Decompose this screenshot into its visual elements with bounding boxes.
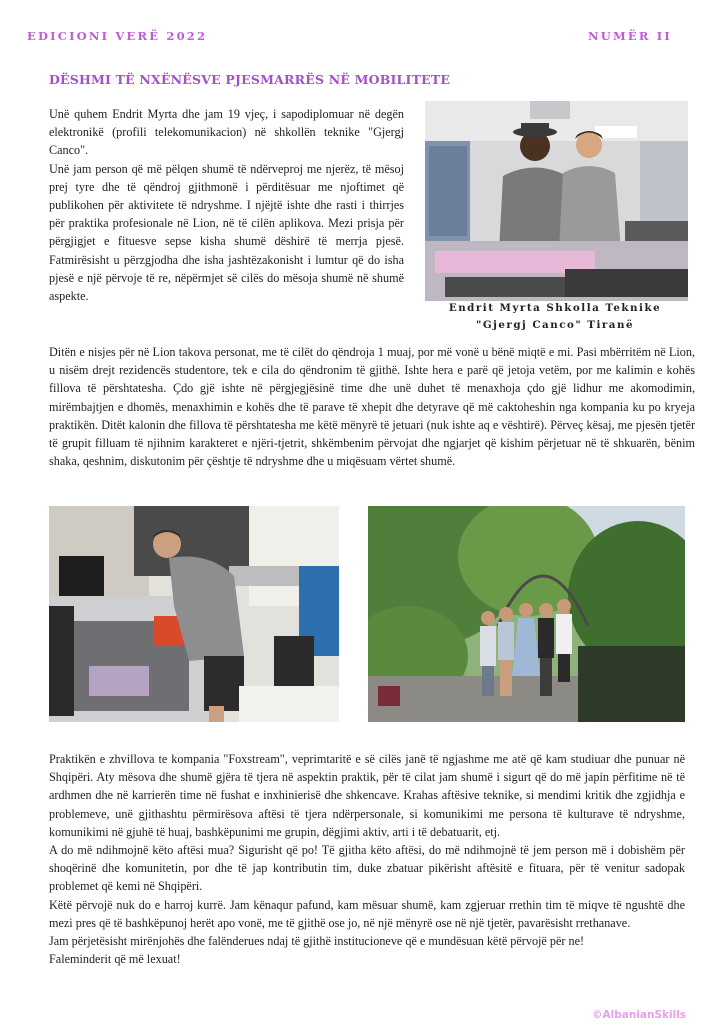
closing-paragraph: Këtë përvojë nuk do e harroj kurrë. Jam kënaqur pafund, kam mësuar shumë, kam zgjeruar rrethin tim të miqve të ngushtë dhe mezi pres që të bashkëpunoj herët apo vonë, me të gjithë ose jo, në një mënyrë ose në një tjetër, pavarësisht rrethanave. [49, 897, 685, 930]
issue-number: NUMËR II [588, 29, 672, 43]
intro-paragraph: Unë jam person që më pëlqen shumë të ndërveproj me njerëz, të mësoj prej tyre dhe të qëndroj gjithmonë i përditësuar me njoftimet që publikohen për aktivitete të ndryshme. I njëjtë ishte dhe rasti i thirrjes për praktika profesionale në Lion, në të cilën aplikova. Mezi prisja për përgjigjet e fituesve sepse kisha shumë dëshirë të merrja pjesë. Fatmirësisht u përzgjodha dhe isha jashtëzakonisht i lumtur që do isha pjesë e një përvoje të re, nëpërmjet së cilës do mësoja shumë në shumë aspekte. [49, 161, 404, 304]
edition-label: EDICIONI VERË 2022 [27, 29, 208, 43]
intro-paragraph: Unë quhem Endrit Myrta dhe jam 19 vjeç, i sapodiplomuar në degën elektronikë (profili telekomunikacion) në shkollën teknike "Gjergj Canco". [49, 107, 404, 158]
photo-caption-school: "Gjergj Canco" Tiranë [475, 319, 635, 331]
article-title: DËSHMI TË NXËNËSVE PJESMARRËS NË MOBILITETE [49, 72, 451, 87]
photo-caption: Endrit Myrta Shkolla Teknike [448, 302, 662, 314]
closing-paragraph: Jam përjetësisht mirënjohës dhe falënderues ndaj të gjithë institucioneve që e mundësuan këtë përvojë për ne! [49, 934, 585, 949]
photo-workshop [49, 506, 339, 722]
closing-paragraph: Praktikën e zhvillova te kompania "Foxstream", veprimtaritë e së cilës janë të ngjashme me atë që kam studiuar dhe punuar në Shqipëri. Aty mësova dhe shumë gjëra të tjera në aspektin praktik, për të cilat jam shumë i sigurt që do më japin përfitime në të ardhmen dhe në karrierën time në fushat e inxhinierisë dhe shkencave. Krahas aftësive teknike, si mendimi kritik dhe zgjidhja e problemeve, unë gjithashtu përmirësova aftësi të tjera ndërpersonale, si komunikimi me persona të kulturave të ndryshme, komunikimi në gjuhë të huaj, bashkëpunimi me grupin, dëgjimi aktiv, arti i të debatuarit, etj. [49, 752, 685, 839]
body-paragraph: Ditën e nisjes për në Lion takova personat, me të cilët do qëndroja 1 muaj, por më vonë u bënë miqtë e mi. Pasi mbërritëm në Lion, u nisëm drejt rezidencës studentore, tek e cila do qëndronim të gjithë. Ishte hera e parë që jetoja vetëm, por me kalimin e kohës fillova të përshtatesha. Çdo gjë ishte në përgjegjësinë time dhe unë duhet të menaxhoja çdo gjë lidhur me akomodimin, mirëmbajtjen e dhomës, menaxhimin e kohës dhe të parave të xhepit dhe detyrave që më caktoheshin nga kompania ku po kryeja praktikën. Ditët kalonin dhe fillova të përshtatesha me këtë mënyrë të jetuari (nuk ishte aq e vështirë). Përveç kësaj, me pjesën tjetër të grupit filluam të njihnim karakteret e njëri-tjetrit, shkëmbenim përvojat dhe ngjarjet që kishim përjetuar në të shkuarën, bënim shaka, qeshnim, diskutonim për çështje të ndryshme dhe u miqësuam vërtet shumë. [49, 345, 695, 469]
photo-student-portrait [425, 101, 688, 301]
photo-group-garden [368, 506, 685, 722]
closing-text [49, 750, 685, 968]
intro-text [49, 105, 404, 305]
closing-paragraph: A do më ndihmojnë këto aftësi mua? Sigurisht që po! Të gjitha këto aftësi, do më ndihmojnë të jem person më i dobishëm për shoqërinë dhe komunitetin, por dhe të jap kontributin tim, duke zbatuar pikërisht aftësitë e fituara, për të venitur sadopak problemet që kemi në Shqipëri. [49, 843, 685, 894]
footer-credit: ©AlbanianSkills [592, 1009, 687, 1021]
closing-paragraph: Faleminderit që më lexuat! [49, 952, 181, 967]
